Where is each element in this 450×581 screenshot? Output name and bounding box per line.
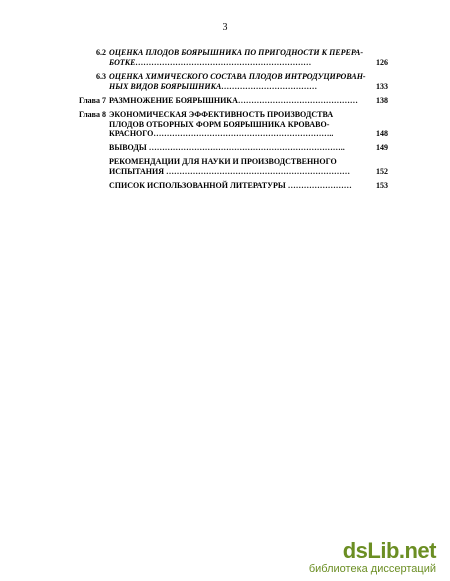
toc-entry-page: 138 bbox=[376, 96, 388, 105]
toc-entry-title: ОЦЕНКА ПЛОДОВ БОЯРЫШНИКА ПО ПРИГОДНОСТИ К ПЕРЕРА- БОТКЕ………………………………………………………… bbox=[109, 48, 364, 67]
toc-entry-title: РАЗМНОЖЕНИЕ БОЯРЫШНИКА……………………………………… bbox=[109, 96, 358, 105]
toc-entry-page: 133 bbox=[376, 81, 388, 91]
toc-entry-number: 6.3 bbox=[96, 72, 106, 81]
toc-entry-page: 148 bbox=[376, 129, 388, 138]
toc-entry-page: 149 bbox=[376, 143, 388, 152]
toc-entry-number: 6.2 bbox=[96, 48, 106, 57]
watermark bbox=[309, 540, 436, 575]
toc-entry-page: 152 bbox=[376, 166, 388, 176]
toc-entry-title: ОЦЕНКА ХИМИЧЕСКОГО СОСТАВА ПЛОДОВ ИНТРОДУЦИРОВАН- НЫХ ВИДОВ БОЯРЫШНИКА……………………………… bbox=[109, 72, 366, 91]
watermark-logo: dsLib.net bbox=[342, 538, 436, 563]
toc-entry-page: 126 bbox=[376, 57, 388, 67]
page-number: 3 bbox=[222, 22, 228, 33]
toc-entry-title: СПИСОК ИСПОЛЬЗОВАННОЙ ЛИТЕРАТУРЫ …………………… bbox=[109, 181, 352, 190]
toc-entry-number: Глава 7 bbox=[79, 96, 106, 105]
toc-entry-title: ЭКОНОМИЧЕСКАЯ ЭФФЕКТИВНОСТЬ ПРОИЗВОДСТВА ПЛОДОВ ОТБОРНЫХ ФОРМ БОЯРЫШНИКА КРОВАВО- КРАСНОГО………………………………………………………….. bbox=[109, 110, 334, 138]
toc-entry-number: Глава 8 bbox=[79, 110, 106, 119]
watermark-subtitle: библиотека диссертаций bbox=[308, 563, 436, 575]
toc-entry-title: РЕКОМЕНДАЦИИ ДЛЯ НАУКИ И ПРОИЗВОДСТВЕННОГО ИСПЫТАНИЯ …………………………………………………………… bbox=[109, 157, 351, 176]
toc-entry-page: 153 bbox=[376, 181, 388, 190]
toc-entry-title: ВЫВОДЫ ……………………………………………………………….. bbox=[109, 143, 345, 152]
